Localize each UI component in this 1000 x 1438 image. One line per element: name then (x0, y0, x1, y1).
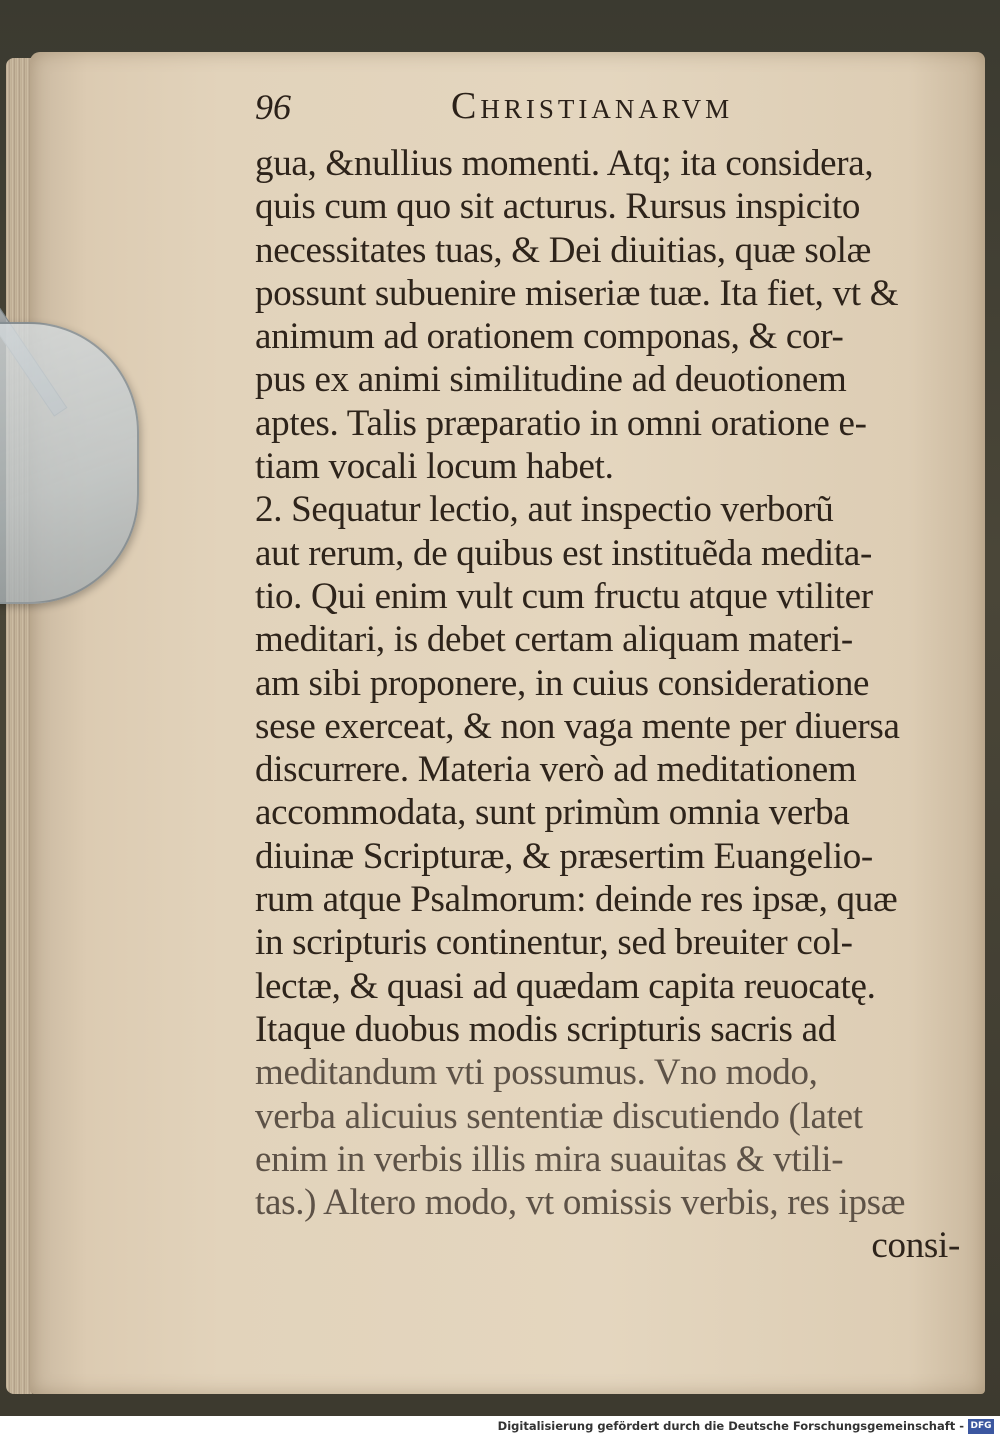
catchword: consi- (871, 1225, 960, 1267)
text-line: aptes. Talis præparatio in omni oratione e- (255, 402, 867, 444)
text-line: gua, &nullius momenti. Atq; ita considera, (255, 143, 874, 184)
text-line: diuinæ Scripturæ, & præsertim Euangelio- (255, 835, 873, 877)
text-line: accommodata, sunt primùm omnia verba (255, 792, 850, 834)
page-edges (6, 58, 32, 1394)
text-line: Itaque duobus modis scripturis sacris ad (255, 1008, 836, 1050)
text-line: possunt subuenire miseriæ tuæ. Ita fiet, vt & (255, 272, 899, 314)
page-number: 96 (255, 87, 291, 127)
text-line: animum ad orationem componas, & cor- (255, 316, 844, 358)
text-line: 2. Sequatur lectio, aut inspectio verborũ (255, 489, 834, 531)
text-line: aut rerum, de quibus est instituẽda medita- (255, 532, 872, 574)
text-line: sese exerceat, & non vaga mente per diuersa (255, 705, 900, 747)
text-line: tas.) Altero modo, vt omissis verbis, res ipsæ (255, 1182, 906, 1224)
text-line: in scripturis continentur, sed breuiter col- (255, 922, 853, 964)
text-line: meditari, is debet certam aliquam materi- (255, 619, 853, 661)
text-line: meditandum vti possumus. Vno modo, (255, 1052, 818, 1094)
text-line: pus ex animi similitudine ad deuotionem (255, 359, 847, 401)
running-title: Christianarvm (451, 85, 734, 127)
text-line: discurrere. Materia verò ad meditationem (255, 749, 857, 791)
text-line: necessitates tuas, & Dei diuitias, quæ solæ (255, 229, 872, 271)
text-line: rum atque Psalmorum: deinde res ipsæ, quæ (255, 879, 898, 921)
text-line: quis cum quo sit acturus. Rursus inspicito (255, 186, 861, 228)
text-line: enim in verbis illis mira suauitas & vtili- (255, 1138, 844, 1180)
text-line: verba alicuius sententiæ discutiendo (latet (255, 1095, 863, 1137)
body-text (255, 142, 970, 1268)
funding-credit: Digitalisierung gefördert durch die Deutsche Forschungsgemeinschaft - (497, 1419, 964, 1433)
text-line: tiam vocali locum habet. (255, 446, 614, 488)
text-line: am sibi proponere, in cuius consideratione (255, 662, 870, 704)
text-line: lectæ, & quasi ad quædam capita reuocatę. (255, 965, 876, 1007)
dfg-logo: DFG (968, 1419, 994, 1434)
text-line: tio. Qui enim vult cum fructu atque vtiliter (255, 575, 873, 617)
footer-bar (0, 1416, 1000, 1438)
page-header (255, 82, 955, 132)
